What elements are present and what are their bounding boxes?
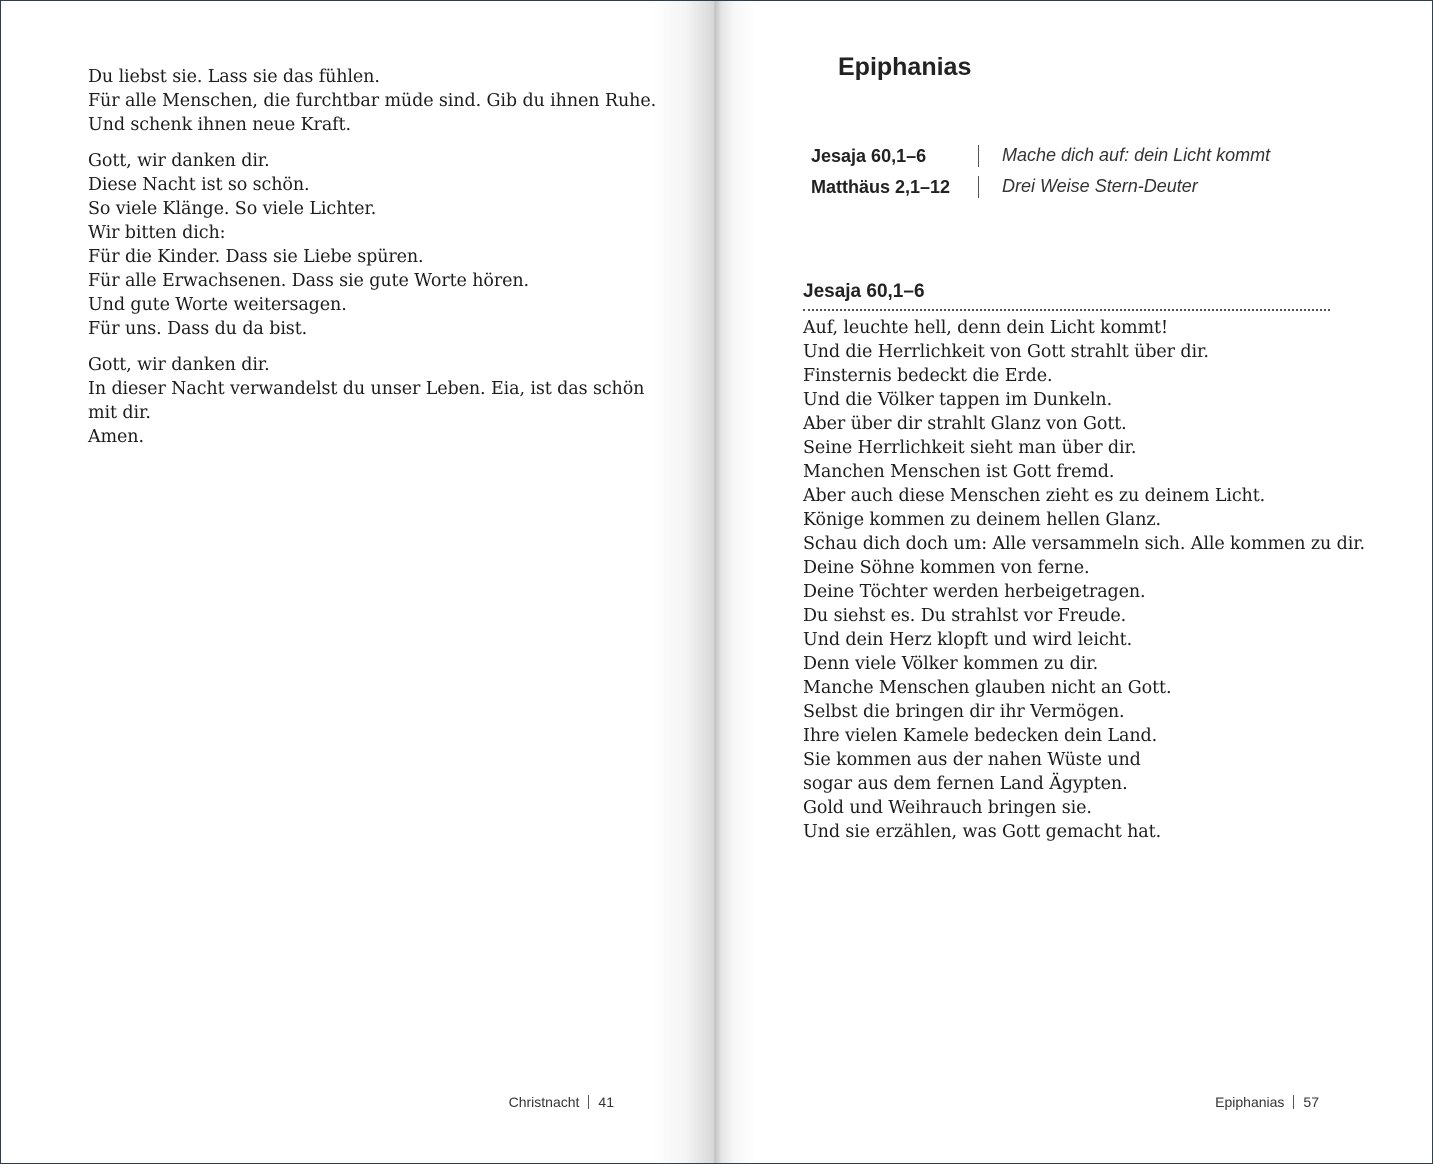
footer-section: Christnacht <box>508 1094 580 1110</box>
footer-divider <box>588 1095 589 1109</box>
text-line: Und dein Herz klopft und wird leicht. <box>803 630 1133 650</box>
text-line: Aber auch diese Menschen zieht es zu deinem Licht. <box>803 486 1266 506</box>
text-line: sogar aus dem fernen Land Ägypten. <box>803 774 1128 794</box>
text-line: Aber über dir strahlt Glanz von Gott. <box>803 414 1127 434</box>
reference-passage: Jesaja 60,1–6 <box>811 146 927 166</box>
reference-description: Mache dich auf: dein Licht kommt <box>1002 145 1271 165</box>
reference-divider <box>978 176 979 198</box>
text-line: Diese Nacht ist so schön. <box>88 175 310 195</box>
scripture-text <box>803 316 1366 844</box>
text-line: So viele Klänge. So viele Lichter. <box>88 199 377 219</box>
text-line: Gott, wir danken dir. <box>88 355 270 375</box>
page-footer <box>1215 1091 1319 1113</box>
stanza <box>88 65 657 137</box>
text-line: In dieser Nacht verwandelst du unser Leben. Eia, ist das schön <box>88 379 645 399</box>
prayer-text <box>88 65 657 461</box>
text-line: Sie kommen aus der nahen Wüste und <box>803 750 1141 770</box>
reference-passage: Matthäus 2,1–12 <box>811 177 951 197</box>
text-line: Könige kommen zu deinem hellen Glanz. <box>803 510 1162 530</box>
right-page <box>716 1 1432 1163</box>
text-line: Ihre vielen Kamele bedecken dein Land. <box>803 726 1158 746</box>
page-number: 57 <box>1303 1094 1319 1110</box>
text-line: Und die Herrlichkeit von Gott strahlt über dir. <box>803 342 1209 362</box>
text-line: Und sie erzählen, was Gott gemacht hat. <box>803 822 1162 842</box>
text-line: Seine Herrlichkeit sieht man über dir. <box>803 438 1137 458</box>
reference-divider <box>978 145 979 167</box>
section-heading-text: Jesaja 60,1–6 <box>803 281 925 302</box>
page-footer <box>509 1091 614 1113</box>
text-line: Du liebst sie. Lass sie das fühlen. <box>88 67 380 87</box>
text-line: Gold und Weihrauch bringen sie. <box>803 798 1092 818</box>
left-page <box>1 1 716 1163</box>
text-line: Und schenk ihnen neue Kraft. <box>88 115 351 135</box>
text-line: Und gute Worte weitersagen. <box>88 295 347 315</box>
stanza <box>88 149 628 341</box>
text-line: Finsternis bedeckt die Erde. <box>803 366 1053 386</box>
text-line: Für uns. Dass du da bist. <box>88 319 308 339</box>
text-line: Du siehst es. Du strahlst vor Freude. <box>803 606 1127 626</box>
page-number: 41 <box>598 1094 614 1110</box>
text-line: Selbst die bringen dir ihr Vermögen. <box>803 702 1125 722</box>
footer-section: Epiphanias <box>1215 1094 1285 1110</box>
text-line: Schau dich doch um: Alle versammeln sich. Alle kommen zu dir. <box>803 534 1366 554</box>
text-line: Und die Völker tappen im Dunkeln. <box>803 390 1113 410</box>
text-line: Amen. <box>88 427 144 447</box>
page-title: Epiphanias <box>838 53 972 81</box>
reference-description: Drei Weise Stern-Deuter <box>1002 176 1198 196</box>
text-line: Deine Töchter werden herbeigetragen. <box>803 582 1146 602</box>
text-line: Für alle Erwachsenen. Dass sie gute Worte hören. <box>88 271 529 291</box>
text-line: Wir bitten dich: <box>88 223 226 243</box>
text-line: Auf, leuchte hell, denn dein Licht kommt! <box>803 318 1168 338</box>
text-line: Gott, wir danken dir. <box>88 151 270 171</box>
text-line: Für die Kinder. Dass sie Liebe spüren. <box>88 247 424 267</box>
text-line: Denn viele Völker kommen zu dir. <box>803 654 1099 674</box>
text-line: Für alle Menschen, die furchtbar müde sind. Gib du ihnen Ruhe. <box>88 91 657 111</box>
text-line: Manchen Menschen ist Gott fremd. <box>803 462 1115 482</box>
footer-divider <box>1293 1095 1294 1109</box>
text-line: Manche Menschen glauben nicht an Gott. <box>803 678 1172 698</box>
stanza <box>88 353 645 449</box>
section-heading <box>803 277 1330 311</box>
text-line: mit dir. <box>88 403 151 423</box>
text-line: Deine Söhne kommen von ferne. <box>803 558 1090 578</box>
